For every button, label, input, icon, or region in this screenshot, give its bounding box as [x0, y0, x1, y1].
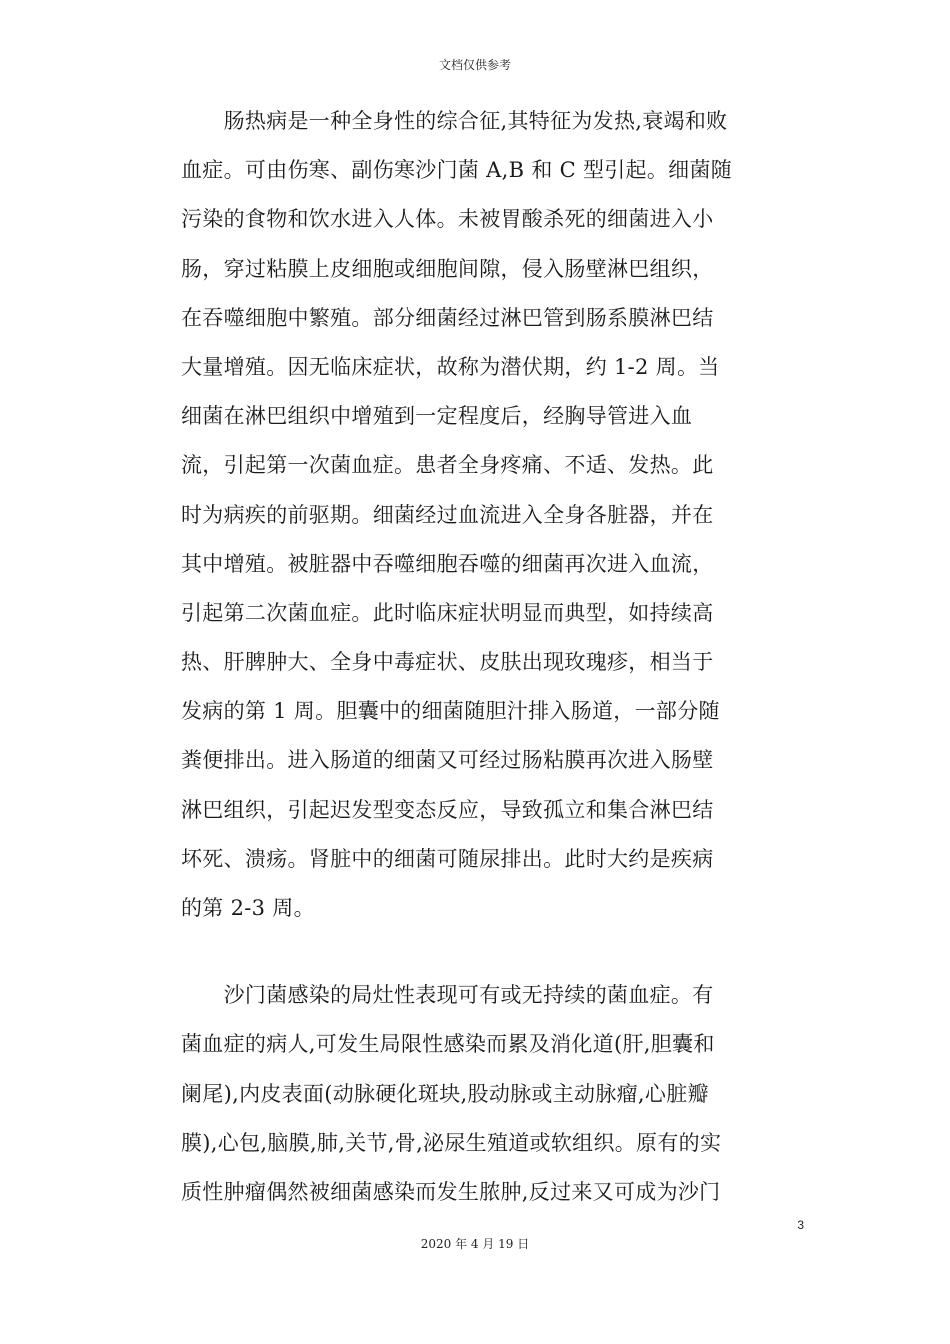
text-line: 坏死、溃疡。肾脏中的细菌可随尿排出。此时大约是疾病 [181, 846, 714, 871]
paragraph-2 [181, 971, 761, 1217]
paragraph-1 [181, 97, 761, 933]
text-line: 质性肿瘤偶然被细菌感染而发生脓肿,反过来又可成为沙门 [181, 1179, 721, 1204]
text-line: 沙门菌感染的局灶性表现可有或无持续的菌血症。有 [181, 983, 714, 1008]
text-line: 其中增殖。被脏器中吞噬细胞吞噬的细菌再次进入血流， [181, 551, 714, 576]
text-line: 发病的第 1 周。胆囊中的细菌随胆汁排入肠道，一部分随 [181, 699, 720, 724]
text-line: 时为病疾的前驱期。细菌经过血流进入全身各脏器，并在 [181, 502, 714, 527]
text-line: 粪便排出。进入肠道的细菌又可经过肠粘膜再次进入肠壁 [181, 748, 714, 773]
text-line: 的第 2-3 周。 [181, 896, 315, 920]
text-line: 引起第二次菌血症。此时临床症状明显而典型，如持续高 [181, 600, 714, 625]
page-header: 文档仅供参考 [438, 58, 511, 72]
text-line: 血症。可由伤寒、副伤寒沙门菌 A,B 和 C 型引起。细菌随 [181, 158, 733, 183]
page-number: 3 [797, 1218, 804, 1232]
text-line: 淋巴组织，引起迟发型变态反应，导致孤立和集合淋巴结 [181, 797, 714, 822]
text-line: 膜),心包,脑膜,肺,关节,骨,泌尿生殖道或软组织。原有的实 [181, 1130, 722, 1155]
text-line: 阑尾),内皮表面(动脉硬化斑块,股动脉或主动脉瘤,心脏瓣 [181, 1081, 709, 1106]
text-line: 菌血症的病人,可发生局限性感染而累及消化道(肝,胆囊和 [181, 1032, 715, 1057]
text-line: 热、肝脾肿大、全身中毒症状、皮肤出现玫瑰疹，相当于 [181, 650, 714, 675]
text-line: 肠，穿过粘膜上皮细胞或细胞间隙，侵入肠壁淋巴组织， [181, 256, 714, 281]
text-line: 在吞噬细胞中繁殖。部分细菌经过淋巴管到肠系膜淋巴结 [181, 305, 714, 330]
text-line: 细菌在淋巴组织中增殖到一定程度后，经胸导管进入血 [181, 404, 693, 429]
document-body [181, 97, 761, 1217]
page-footer-date: 2020 年 4 月 19 日 [420, 1237, 530, 1251]
text-line: 肠热病是一种全身性的综合征,其特征为发热,衰竭和败 [181, 109, 728, 133]
text-line: 污染的食物和饮水进入人体。未被胃酸杀死的细菌进入小 [181, 207, 714, 232]
text-line: 流，引起第一次菌血症。患者全身疼痛、不适、发热。此 [181, 453, 714, 478]
text-line: 大量增殖。因无临床症状，故称为潜伏期，约 1-2 周。当 [181, 354, 720, 379]
paragraph-gap [181, 933, 761, 971]
